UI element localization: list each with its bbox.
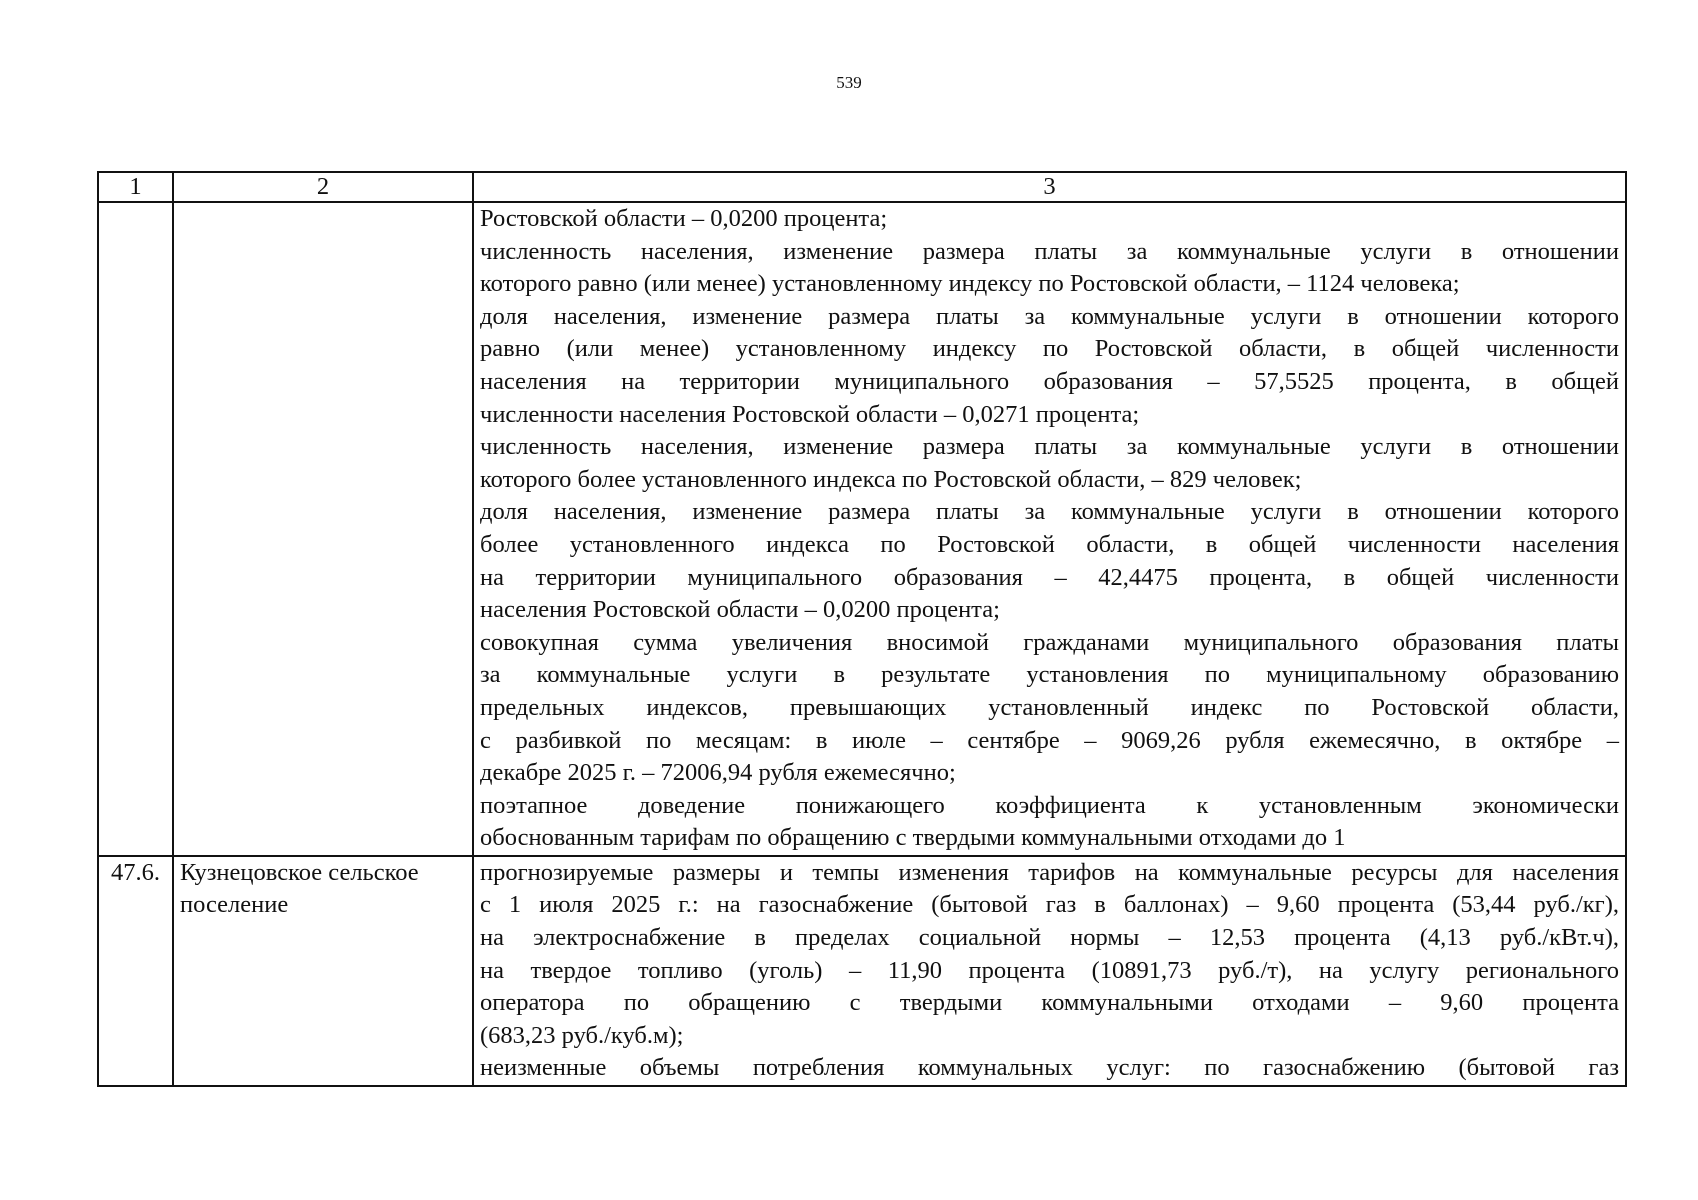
description-cell — [473, 856, 1626, 1086]
text-line: на электроснабжение в пределах социальной нормы – 12,53 процента (4,13 руб./кВт.ч), — [480, 924, 1619, 952]
text-line: доля населения, изменение размера платы за коммунальные услуги в отношении которого — [480, 498, 1619, 526]
row-number-cell: 47.6. — [98, 856, 173, 1086]
text-line: предельных индексов, превышающих установленный индекс по Ростовской области, — [480, 693, 1619, 721]
text-line: прогнозируемые размеры и темпы изменения тарифов на коммунальные ресурсы для населения — [480, 858, 1619, 886]
text-line: за коммунальные услуги в результате установления по муниципальному образованию — [480, 661, 1619, 689]
text-line: Ростовской области – 0,0200 процента; — [480, 205, 888, 232]
text-line: с 1 июля 2025 г.: на газоснабжение (бытовой газ в баллонах) – 9,60 процента (53,44 руб./кг), — [480, 891, 1619, 919]
text-line: населения Ростовской области – 0,0200 процента; — [480, 596, 1000, 624]
text-line: оператора по обращению с твердыми коммунальными отходами – 9,60 процента — [480, 989, 1619, 1017]
column-header-1: 1 — [98, 172, 173, 202]
text-line: численность населения, изменение размера платы за коммунальные услуги в отношении — [480, 433, 1619, 461]
text-line: на территории муниципального образования – 42,4475 процента, в общей численности — [480, 563, 1619, 591]
municipality-name-cell: Кузнецовское сельское поселение — [173, 856, 473, 1086]
row-number-cell — [98, 202, 173, 856]
column-header-2: 2 — [173, 172, 473, 202]
page-number: 539 — [836, 73, 862, 92]
text-line: численность населения, изменение размера платы за коммунальные услуги в отношении — [480, 237, 1619, 265]
text-line: на твердое топливо (уголь) – 11,90 процента (10891,73 руб./т), на услугу регионального — [480, 956, 1619, 984]
text-line: (683,23 руб./куб.м); — [480, 1021, 684, 1049]
text-line: численности населения Ростовской области – 0,0271 процента; — [480, 400, 1140, 428]
text-line: поэтапное доведение понижающего коэффициента к установленным экономически — [480, 791, 1619, 819]
column-header-3: 3 — [473, 172, 1626, 202]
text-line: более установленного индекса по Ростовской области, в общей численности населения — [480, 530, 1619, 558]
text-line: с разбивкой по месяцам: в июле – сентябре – 9069,26 рубля ежемесячно, в октябре – — [480, 726, 1619, 754]
text-line: равно (или менее) установленному индексу по Ростовской области, в общей численности — [480, 335, 1619, 363]
table-row — [98, 856, 1626, 1086]
text-line: обоснованным тарифам по обращению с твердыми коммунальными отходами до 1 — [480, 824, 1346, 852]
description-cell — [473, 202, 1626, 856]
text-line: которого более установленного индекса по Ростовской области, – 829 человек; — [480, 465, 1302, 493]
document-table — [97, 171, 1627, 1087]
table-header-row — [98, 172, 1626, 202]
table-row — [98, 202, 1626, 856]
text-line: совокупная сумма увеличения вносимой гражданами муниципального образования платы — [480, 628, 1619, 656]
text-line: которого равно (или менее) установленному индексу по Ростовской области, – 1124 человека; — [480, 270, 1460, 298]
text-line: неизменные объемы потребления коммунальных услуг: по газоснабжению (бытовой газ — [480, 1054, 1619, 1082]
text-line: населения на территории муниципального образования – 57,5525 процента, в общей — [480, 367, 1619, 395]
text-line: декабре 2025 г. – 72006,94 рубля ежемесячно; — [480, 759, 956, 787]
text-line: доля населения, изменение размера платы за коммунальные услуги в отношении которого — [480, 302, 1619, 330]
municipality-name-cell — [173, 202, 473, 856]
